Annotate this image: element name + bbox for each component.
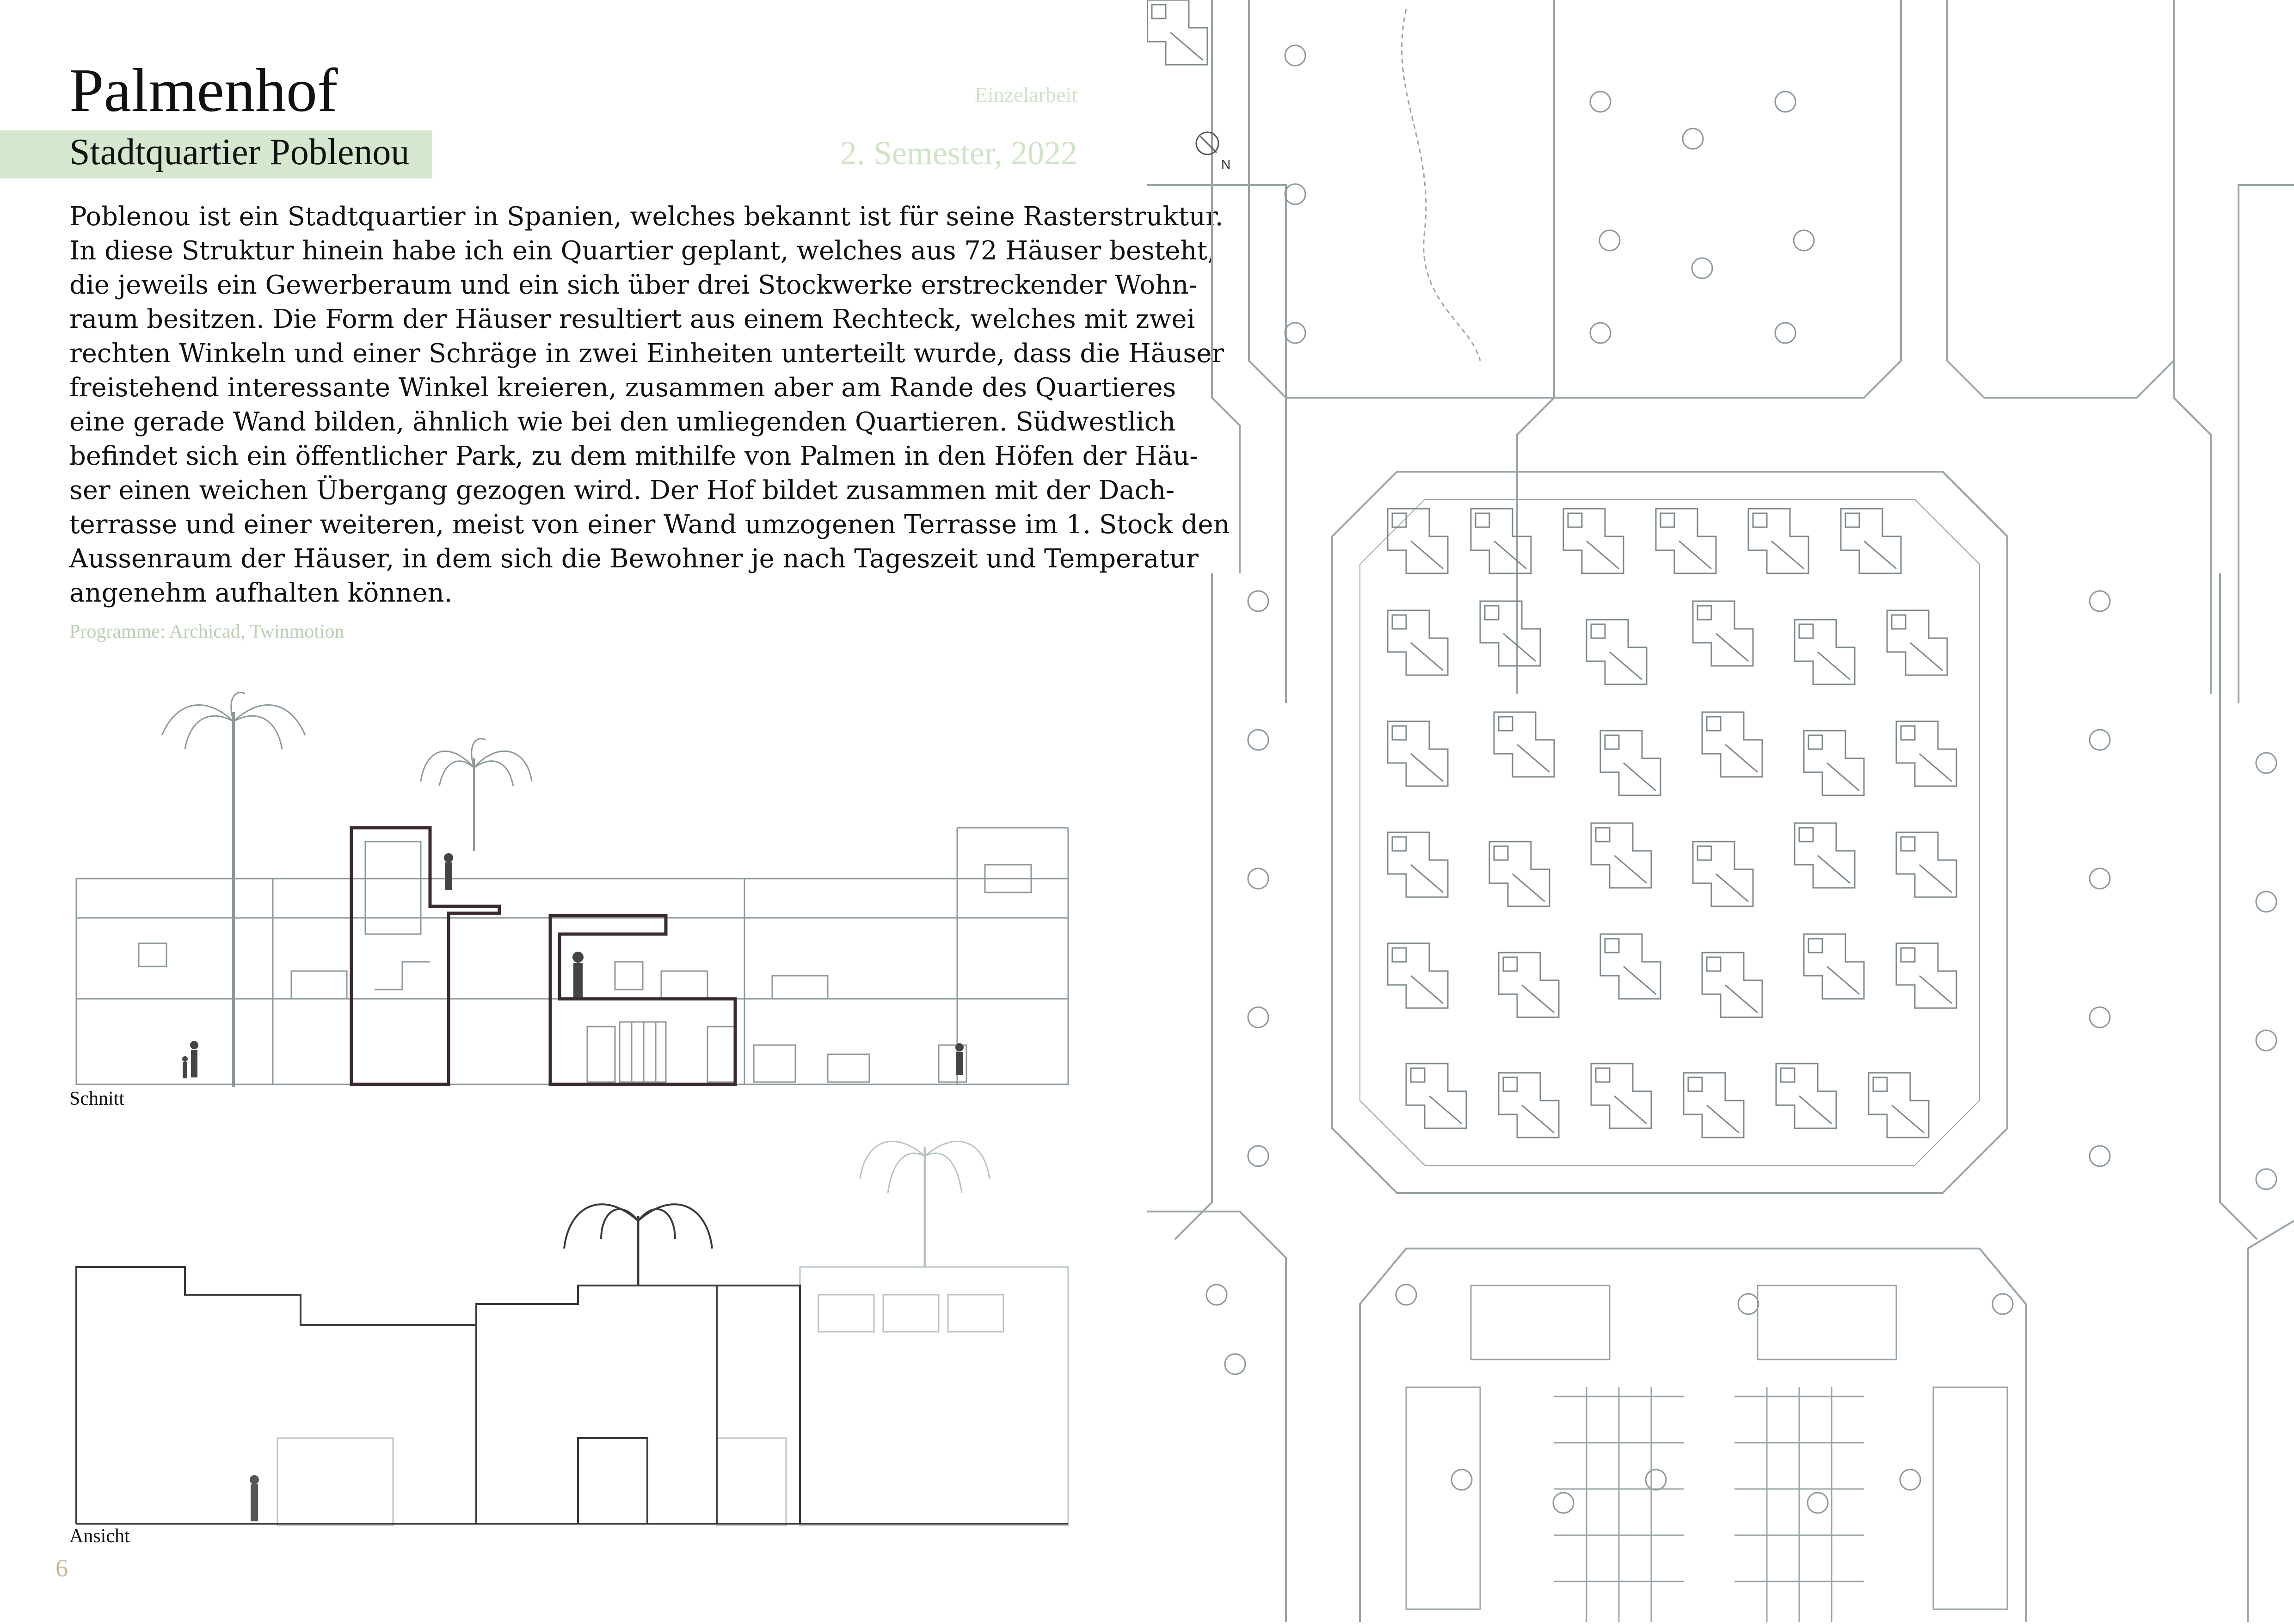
description-line: befindet sich ein öffentlicher Park, zu dem mithilfe von Palmen in den Höfen der Häu- xyxy=(69,441,1199,471)
section-caption: Schnitt xyxy=(69,1088,125,1109)
description-line: Aussenraum der Häuser, in dem sich die Bewohner je nach Tageszeit und Temperatur xyxy=(69,544,1199,574)
elevation-caption: Ansicht xyxy=(69,1526,130,1547)
site-plan xyxy=(1147,0,2294,1622)
description-line: In diese Struktur hinein habe ich ein Quartier geplant, welches aus 72 Häuser besteht, xyxy=(69,236,1216,266)
right-page xyxy=(1147,0,2294,1622)
tree-markers xyxy=(1206,45,2276,1513)
software-note: Programme: Archicad, Twinmotion xyxy=(69,621,344,642)
description-line: raum besitzen. Die Form der Häuser resultiert aus einem Rechteck, welches mit zwei xyxy=(69,304,1195,334)
description-line: ser einen weichen Übergang gezogen wird. Der Hof bildet zusammen mit der Dach- xyxy=(69,475,1175,505)
description-line: die jeweils ein Gewerberaum und ein sich über drei Stockwerke erstreckender Wohn- xyxy=(69,270,1198,300)
house-modules xyxy=(1388,509,1956,1138)
description-line: terrasse und einer weiteren, meist von einer Wand umzogenen Terrasse im 1. Stock den xyxy=(69,510,1230,540)
north-arrow-icon xyxy=(1196,132,1230,172)
elevation-drawing xyxy=(69,1119,1087,1526)
semester-label: 2. Semester, 2022 xyxy=(840,135,1077,172)
project-type: Einzelarbeit xyxy=(974,83,1077,106)
description-text xyxy=(69,200,1230,610)
page-subtitle: Stadtquartier Poblenou xyxy=(69,132,410,172)
description-line: rechten Winkeln und einer Schräge in zwei Einheiten unterteilt wurde, dass die Häuser xyxy=(69,338,1224,369)
description-line: freistehend interessante Winkel kreieren, zusammen aber am Rande des Quartieres xyxy=(69,373,1176,403)
page-number: 6 xyxy=(55,1554,68,1582)
description-line: angenehm aufhalten können. xyxy=(69,578,453,608)
description-line: eine gerade Wand bilden, ähnlich wie bei den umliegenden Quartieren. Südwestlich xyxy=(69,407,1176,437)
description-line: Poblenou ist ein Stadtquartier in Spanien, welches bekannt ist für seine Rasterstruktur. xyxy=(69,202,1224,232)
north-label: N xyxy=(1221,157,1231,172)
section-drawing xyxy=(69,684,1087,1091)
page-title: Palmenhof xyxy=(69,56,338,124)
